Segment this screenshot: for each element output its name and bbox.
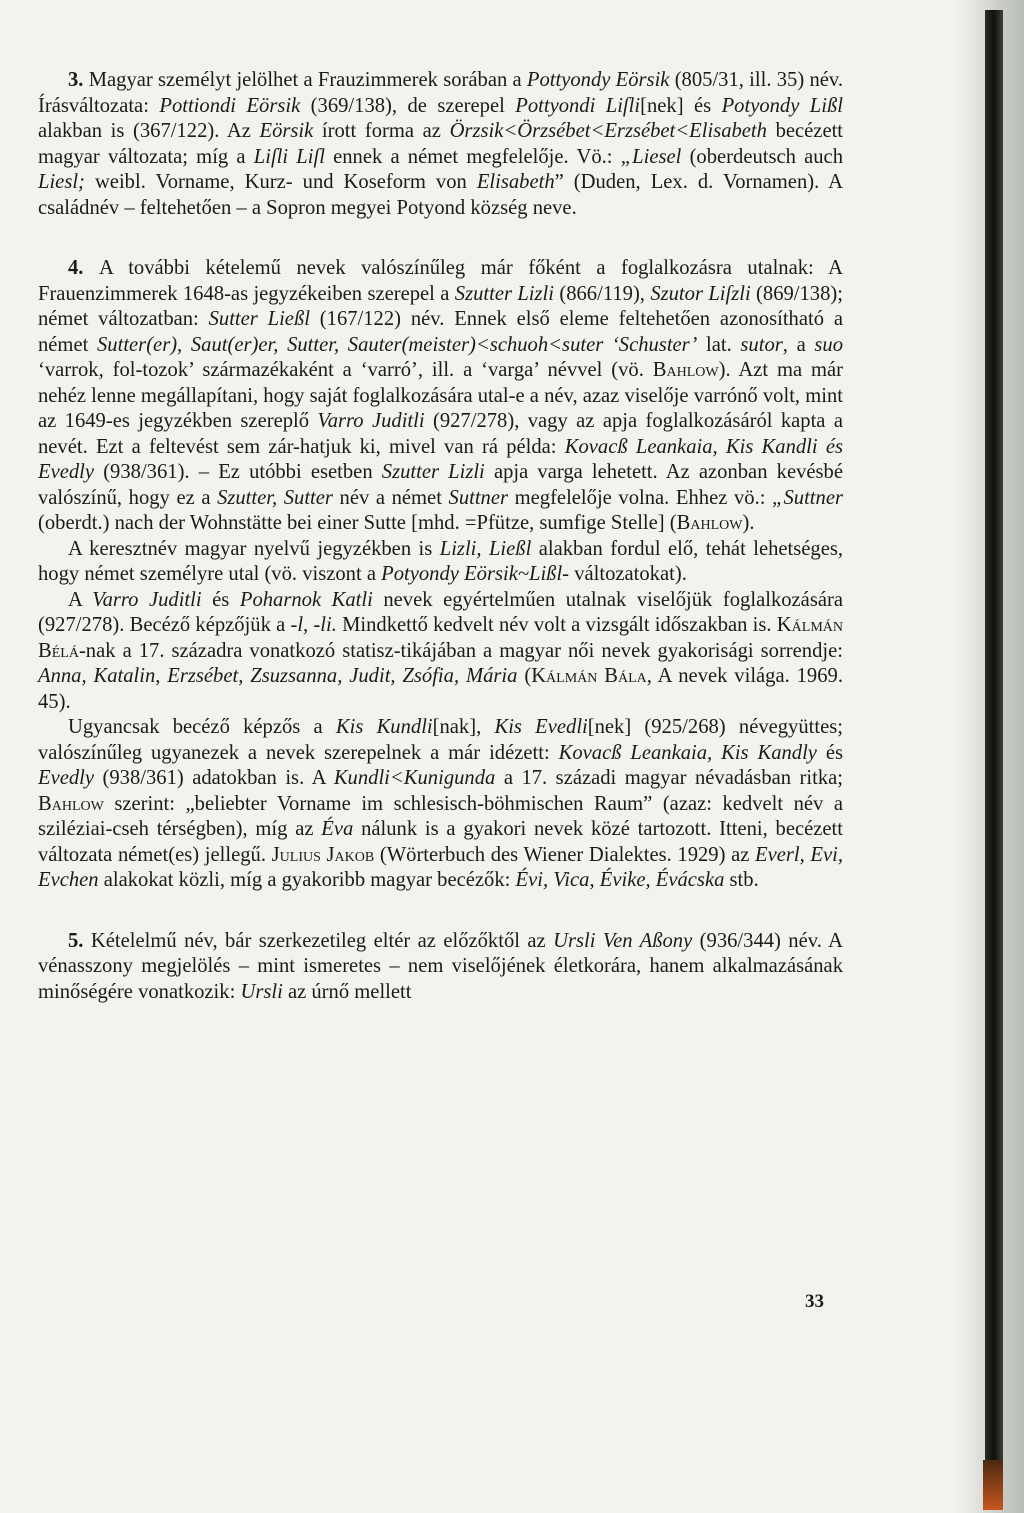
italic-term: Everl, Evi, Evchen	[38, 843, 844, 891]
text-run: Mindkettő kedvelt név volt	[336, 614, 566, 636]
italic-term: Ursli	[240, 980, 283, 1003]
italic-term: Örzsik<Örzsébet<Erzsébet<Elisabeth	[449, 120, 767, 142]
italic-term: -l, -li.	[290, 614, 337, 636]
text-run: foglalkozására (927/278). Becéző képzőjük a	[38, 588, 843, 636]
italic-term: Varro Juditli	[317, 410, 425, 432]
text-run: Magyar személyt jelölhet a Frauzimmerek sorában a	[88, 69, 527, 91]
text-run: volna. Ehhez vö.:	[618, 486, 773, 509]
scan-edge-stain	[983, 1460, 1003, 1510]
text-run: nálunk is a gyakori nevek közé tartozott.	[353, 818, 712, 840]
page-body	[38, 68, 843, 1005]
italic-term: „Suttner	[772, 486, 843, 509]
text-run: [nek] (925/268)	[587, 716, 726, 738]
italic-term: Anna, Katalin, Erzsébet,	[38, 665, 244, 687]
italic-term: Pottyondy Eörsik	[526, 69, 670, 91]
italic-term: Pottiondi Eörsik	[159, 94, 301, 117]
text-run: magyar becézők:	[370, 869, 516, 891]
italic-term: „Liesel	[620, 145, 682, 168]
text-run: (	[517, 665, 532, 687]
section-4-para-3	[38, 588, 843, 716]
text-run: ). Azt ma	[718, 359, 803, 381]
text-run: már nehéz lenne megállapítani, hogy saját foglalkozására utal-e a név, azaz	[38, 359, 844, 407]
text-run: viselője varrónő volt, mint az 1649-es jegyzékben szereplő	[38, 384, 843, 432]
text-run: hatjuk ki, mivel van rá példa:	[299, 435, 565, 458]
italic-term: Elisabeth	[476, 171, 555, 193]
italic-term: Suttner	[448, 486, 509, 509]
text-run: ‘varrok, fol-	[38, 359, 143, 381]
text-run: (938/361). – Ez utóbbi esetben	[103, 461, 382, 483]
text-run: (927/278), vagy az apja foglalkozásáról kapta a nevét. Ezt a feltevést sem zár-	[38, 410, 843, 458]
text-run: (Wörterbuch des	[374, 843, 519, 866]
text-run: (167/122)	[309, 308, 402, 330]
author-name: Bahlow	[38, 792, 104, 815]
text-run: ).	[742, 512, 755, 534]
text-run: (oberdeutsch auch	[681, 145, 843, 168]
italic-term: Szutter Lizli	[381, 461, 485, 483]
text-run: becézett magyar változata; míg	[38, 120, 844, 168]
author-name: Julius Jakob	[271, 843, 375, 866]
text-run: (369/138), de szerepel	[300, 94, 516, 117]
text-run: kevésbé valószínű, hogy ez a	[38, 461, 843, 509]
text-run: Kételelmű név, bár szerkezetileg eltér az előzőktől az	[90, 929, 554, 952]
text-run: (938/361) adatokban is. A	[94, 767, 326, 789]
italic-term: Pottyondi Liſli	[515, 94, 641, 117]
italic-term: Kis Kundli	[335, 716, 433, 738]
text-run: alakban fordul elő,	[531, 537, 699, 560]
text-run: A keresztnév magyar nyelvű jegyzékben is	[68, 537, 440, 560]
text-run: tozok’ származékaként a ‘varró’, ill. a ‘varga’ névvel (vö.	[142, 359, 653, 381]
text-run: névegyüttes; valószínűleg ugyanezek a nevek szerepelnek a már idézett:	[38, 716, 843, 764]
italic-term: Varro Juditli	[92, 588, 202, 611]
text-run: utalnak: A Frauenzimmerek 1648-as jegyzékeiben szerepel a	[38, 257, 843, 305]
text-run: változatokat).	[569, 563, 687, 585]
italic-term: Eörsik	[259, 120, 314, 142]
author-name: Bahlow	[652, 359, 719, 381]
text-run: ” (Duden, Lex. d.	[554, 171, 714, 193]
italic-term: Évi, Vica, Évike, Évácska	[515, 869, 725, 891]
text-run: stb.	[724, 869, 759, 891]
scan-binding-edge	[985, 10, 1003, 1495]
text-run: (oberdt.) nach der Wohnstätte bei einer Sutte [mhd.	[38, 512, 460, 534]
italic-term: Sutter Ließl	[208, 308, 310, 330]
italic-term: Kundli<Kunigunda	[333, 767, 496, 789]
italic-term: Ursli Ven Aßony	[553, 929, 693, 952]
text-run: ennek a német megfelelője. Vö.:	[324, 145, 621, 168]
text-run: Vornamen). A családnév – feltehetően – a Sopron megyei Potyond község	[38, 171, 844, 219]
author-name: Kálmán Bála	[531, 665, 647, 687]
text-run: (866/119),	[559, 282, 651, 305]
text-run: A további kételemű nevek valószínűleg már főként a foglalkozásra	[98, 257, 732, 279]
text-run: a vizsgált időszakban is.	[571, 614, 777, 636]
text-run: (869/138); német változatban:	[38, 282, 843, 330]
italic-term: Éva	[321, 818, 354, 840]
section-4-para-2	[38, 537, 843, 588]
text-run: weibl. Vorname, Kurz- und Koseform von	[94, 171, 477, 193]
italic-term: Sutter(er), Saut(er)er,	[97, 333, 279, 356]
text-run: [nek] és	[640, 94, 722, 117]
italic-term: Kovacß Leankaia, Kis Kandly	[558, 741, 817, 764]
italic-term: suo	[814, 333, 844, 356]
italic-term: Szutor Liſzli	[650, 282, 751, 305]
page-number: 33	[805, 1291, 824, 1312]
text-run: , A nevek világa. 1969. 45).	[38, 665, 843, 713]
text-run: (936/344) név. A vénasszony megjelölés – mint ismeretes – nem viselőjének	[38, 929, 844, 977]
italic-term: Liſli Liſl	[253, 145, 325, 168]
text-run: nevek egyértelműen utalnak viselőjük	[372, 588, 713, 611]
text-run: szerint:	[103, 792, 175, 815]
text-run: Wiener Dialektes. 1929) az	[523, 843, 756, 866]
italic-term: sutor	[740, 333, 783, 356]
author-name: Kálmán Bélá	[38, 614, 843, 662]
text-run: a	[236, 145, 254, 168]
text-run: (805/31, ill. 35) név. Írásváltozata:	[38, 69, 843, 117]
italic-term: Evedly	[38, 767, 95, 789]
italic-term: Poharnok Katli	[239, 588, 373, 611]
section-4-para-1	[38, 256, 843, 537]
text-run: apja varga lehetett. Az azonban	[484, 461, 768, 483]
section-number: 3.	[68, 69, 89, 91]
italic-term: Kovacß Leankaia, Kis Kandli és Evedly	[38, 435, 843, 483]
text-run: név a német	[332, 486, 449, 509]
text-run: alakokat közli, míg a gyakoribb	[98, 869, 366, 891]
section-number: 4.	[68, 257, 99, 279]
italic-term: Szutter Lizli	[454, 282, 554, 305]
text-run: -nak a 17. századra vonatkozó statisz-	[78, 639, 401, 662]
italic-term: Kis Evedli	[494, 716, 588, 738]
text-run: , a	[782, 333, 815, 356]
italic-term: Lizli, Ließl	[439, 537, 532, 560]
text-run: tehát lehetséges, hogy német személyre utal (vö. viszont a	[38, 537, 844, 585]
text-run: megfelelője	[508, 486, 612, 509]
text-run: és	[816, 741, 844, 764]
section-5	[38, 929, 843, 1006]
text-run: Ugyancsak becéző képzős a	[68, 716, 336, 738]
italic-term: Liesl;	[38, 171, 85, 193]
section-3	[38, 68, 843, 221]
section-number: 5.	[68, 929, 91, 952]
text-run: forma az	[364, 120, 450, 142]
text-run: alakban is (367/122). Az	[38, 120, 260, 142]
italic-term: Zsuzsanna, Judit, Zsófia, Mária	[250, 665, 518, 687]
text-run: =Pfütze, sumfige Stelle] (	[464, 512, 677, 534]
italic-term: Sutter, Sauter(meister)<schuoh<suter ‘Schuster’	[287, 333, 698, 356]
text-run: tikájában a magyar női nevek gyakorisági sorrendje:	[400, 639, 843, 662]
text-run: neve.	[532, 196, 577, 219]
text-run: írott	[313, 120, 357, 142]
text-run: lat.	[697, 333, 741, 356]
text-run: az úrnő mellett	[282, 980, 412, 1003]
text-run: név. Ennek első eleme feltehetően azonosítható a német	[38, 308, 843, 356]
italic-term: Potyondy Lißl	[721, 94, 843, 117]
text-run: és	[201, 588, 240, 611]
text-run: sziléziai-cseh térségben), míg az	[38, 818, 322, 840]
text-run: „beliebter Vorname im schlesisch-böhmischen Raum” (azaz: kedvelt név a	[185, 792, 844, 815]
italic-term: Szutter, Sutter	[217, 486, 333, 509]
text-run: [nak],	[432, 716, 495, 738]
text-run: Itteni, becézett változata német(es) jellegű.	[38, 818, 843, 866]
section-4-para-4	[38, 715, 843, 894]
text-run: életkorára, hanem alkalmazásának minőségére vonatkozik:	[38, 955, 843, 1003]
text-run: a 17. századi magyar névadásban ritka;	[495, 767, 843, 789]
author-name: Bahlow	[676, 512, 743, 534]
text-run: A	[68, 588, 93, 611]
italic-term: Eörsik~Lißl-	[464, 563, 570, 585]
italic-term: Potyondy	[381, 563, 459, 585]
